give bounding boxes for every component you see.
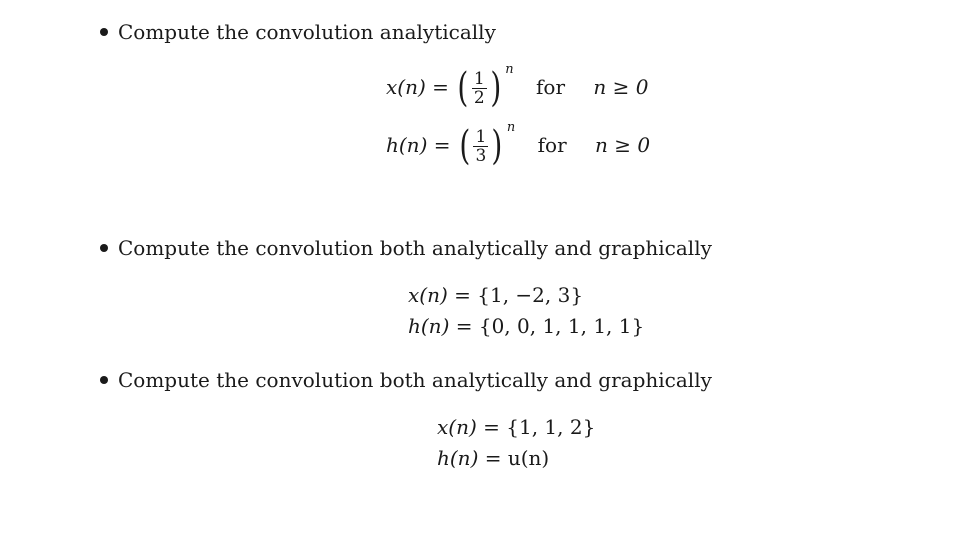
bullet-icon [100,376,108,384]
equation-lhs: x(n) = [386,74,449,99]
equation-lhs: x(n) [408,283,448,307]
problem-1-label: Compute the convolution analytically [118,20,496,44]
bullet-icon [100,244,108,252]
fraction-power: ( $\frac{1}{3}$ ) n [457,126,515,166]
equation-rhs: = {0, 0, 1, 1, 1, 1} [455,314,645,338]
equation-x-3 [437,415,595,439]
equation-h-1 [386,120,651,169]
equation-h-2 [408,314,644,338]
equation-rhs: = {1, 1, 2} [483,415,596,439]
exponent: n [506,120,516,135]
equation-h-3 [437,446,549,470]
for-word: for [537,132,567,157]
equation-rhs: = u(n) [484,446,550,470]
problem-1-text [100,20,496,44]
denominator: 2 [473,87,485,108]
exponent: n [505,62,514,77]
equation-lhs: h(n) [437,446,479,470]
equation-x-1 [386,62,649,111]
for-word: for [536,74,566,99]
equation-x-2 [408,283,583,307]
bullet-icon [100,28,108,36]
problem-2-text [100,236,712,260]
numerator: 1 [473,68,485,89]
equation-lhs: x(n) [437,415,477,439]
numerator: 1 [475,126,487,147]
problem-3-text [100,368,712,392]
condition: n ≥ 0 [595,132,651,157]
condition: n ≥ 0 [593,74,649,99]
equation-lhs: h(n) = [386,132,451,157]
problem-3-label: Compute the convolution both analytically and graphically [118,368,712,392]
denominator: 3 [475,145,487,166]
equation-rhs: = {1, −2, 3} [454,283,584,307]
equation-lhs: h(n) [408,314,450,338]
problem-2-label: Compute the convolution both analytically and graphically [118,236,712,260]
fraction-power: ( $\frac{1}{2}$ ) n [455,68,513,108]
